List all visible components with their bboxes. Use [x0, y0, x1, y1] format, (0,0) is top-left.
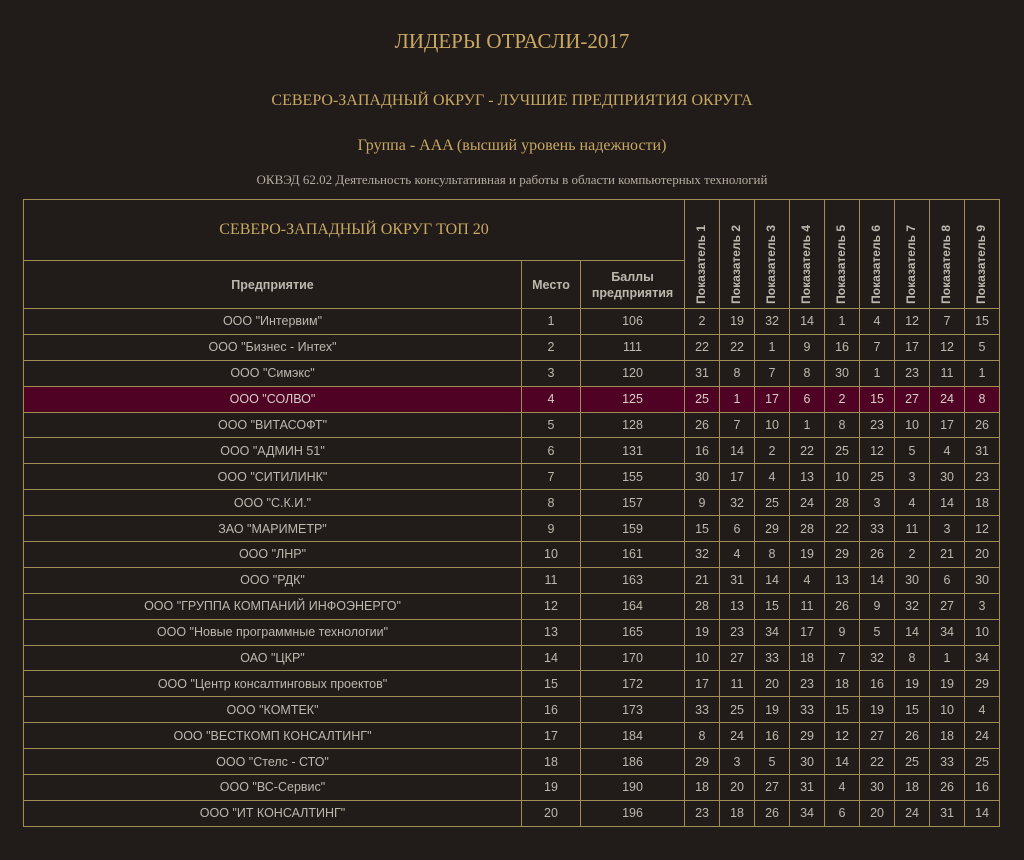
place-cell: 12 — [522, 593, 581, 619]
indicator-8-cell: 17 — [930, 412, 965, 438]
score-cell: 131 — [581, 438, 685, 464]
score-cell: 190 — [581, 775, 685, 801]
indicator-label: Показатель 8 — [939, 225, 954, 304]
company-name-cell: ООО "СОЛВО" — [24, 386, 522, 412]
score-cell: 172 — [581, 671, 685, 697]
indicator-5-cell: 13 — [825, 567, 860, 593]
indicator-7-cell: 8 — [895, 645, 930, 671]
indicator-7-cell: 18 — [895, 775, 930, 801]
indicator-label: Показатель 6 — [869, 225, 884, 304]
indicator-6-cell: 19 — [860, 697, 895, 723]
indicator-9-cell: 1 — [965, 360, 1000, 386]
place-cell: 5 — [522, 412, 581, 438]
table-row[interactable] — [24, 516, 1000, 542]
table-row[interactable] — [24, 749, 1000, 775]
place-cell: 9 — [522, 516, 581, 542]
indicator-5-cell: 7 — [825, 645, 860, 671]
table-row[interactable] — [24, 593, 1000, 619]
indicator-9-cell: 25 — [965, 749, 1000, 775]
company-name-cell: ООО "Новые программные технологии" — [24, 619, 522, 645]
indicator-4-cell: 33 — [790, 697, 825, 723]
indicator-3-cell: 32 — [755, 309, 790, 335]
score-cell: 184 — [581, 723, 685, 749]
indicator-9-cell: 24 — [965, 723, 1000, 749]
indicator-3-cell: 19 — [755, 697, 790, 723]
indicator-7-cell: 15 — [895, 697, 930, 723]
indicator-9-cell: 16 — [965, 775, 1000, 801]
table-body — [24, 309, 1000, 827]
table-row[interactable] — [24, 360, 1000, 386]
place-cell: 19 — [522, 775, 581, 801]
score-cell: 163 — [581, 567, 685, 593]
table-caption: СЕВЕРО-ЗАПАДНЫЙ ОКРУГ ТОП 20 — [24, 200, 685, 261]
indicator-2-cell: 27 — [720, 645, 755, 671]
indicator-5-cell: 15 — [825, 697, 860, 723]
company-name-cell: ООО "СИТИЛИНК" — [24, 464, 522, 490]
indicator-5-cell: 9 — [825, 619, 860, 645]
indicator-1-header[interactable] — [685, 200, 720, 309]
place-cell: 6 — [522, 438, 581, 464]
indicator-1-cell: 10 — [685, 645, 720, 671]
indicator-2-cell: 17 — [720, 464, 755, 490]
indicator-5-cell: 8 — [825, 412, 860, 438]
group-subtitle: Группа - AAA (высший уровень надежности) — [357, 137, 667, 154]
indicator-4-cell: 34 — [790, 800, 825, 826]
indicator-6-header[interactable] — [860, 200, 895, 309]
place-cell: 10 — [522, 542, 581, 568]
indicator-3-cell: 27 — [755, 775, 790, 801]
indicator-4-cell: 11 — [790, 593, 825, 619]
indicator-2-header[interactable] — [720, 200, 755, 309]
place-cell: 14 — [522, 645, 581, 671]
indicator-2-cell: 3 — [720, 749, 755, 775]
place-cell: 16 — [522, 697, 581, 723]
indicator-6-cell: 3 — [860, 490, 895, 516]
company-name-cell: ООО "ВС-Сервис" — [24, 775, 522, 801]
indicator-7-cell: 23 — [895, 360, 930, 386]
indicator-3-cell: 15 — [755, 593, 790, 619]
indicator-1-cell: 9 — [685, 490, 720, 516]
indicator-7-cell: 19 — [895, 671, 930, 697]
indicator-5-cell: 26 — [825, 593, 860, 619]
place-cell: 3 — [522, 360, 581, 386]
indicator-8-cell: 7 — [930, 309, 965, 335]
indicator-6-cell: 4 — [860, 309, 895, 335]
indicator-2-cell: 1 — [720, 386, 755, 412]
indicator-5-cell: 10 — [825, 464, 860, 490]
table-row[interactable] — [24, 412, 1000, 438]
indicator-9-header[interactable] — [965, 200, 1000, 309]
indicator-5-cell: 22 — [825, 516, 860, 542]
indicator-4-header[interactable] — [790, 200, 825, 309]
indicator-3-cell: 33 — [755, 645, 790, 671]
indicator-2-cell: 6 — [720, 516, 755, 542]
indicator-8-header[interactable] — [930, 200, 965, 309]
indicator-9-cell: 30 — [965, 567, 1000, 593]
indicator-7-cell: 17 — [895, 334, 930, 360]
indicator-7-cell: 10 — [895, 412, 930, 438]
indicator-1-cell: 19 — [685, 619, 720, 645]
okved-line: ОКВЭД 62.02 Деятельность консультативная и работы в области компьютерных технологий — [256, 172, 768, 187]
indicator-1-cell: 18 — [685, 775, 720, 801]
indicator-6-cell: 33 — [860, 516, 895, 542]
indicator-5-cell: 12 — [825, 723, 860, 749]
table-row[interactable] — [24, 800, 1000, 826]
indicator-1-cell: 26 — [685, 412, 720, 438]
score-cell: 120 — [581, 360, 685, 386]
score-cell: 196 — [581, 800, 685, 826]
indicator-9-cell: 15 — [965, 309, 1000, 335]
indicator-2-cell: 7 — [720, 412, 755, 438]
indicator-8-cell: 30 — [930, 464, 965, 490]
indicator-2-cell: 23 — [720, 619, 755, 645]
score-cell: 155 — [581, 464, 685, 490]
place-cell: 8 — [522, 490, 581, 516]
indicator-4-cell: 6 — [790, 386, 825, 412]
indicator-6-cell: 26 — [860, 542, 895, 568]
indicator-7-cell: 27 — [895, 386, 930, 412]
indicator-6-cell: 16 — [860, 671, 895, 697]
indicator-1-cell: 8 — [685, 723, 720, 749]
indicator-6-cell: 20 — [860, 800, 895, 826]
indicator-4-cell: 22 — [790, 438, 825, 464]
indicator-8-cell: 10 — [930, 697, 965, 723]
indicator-3-cell: 8 — [755, 542, 790, 568]
place-cell: 18 — [522, 749, 581, 775]
indicator-3-cell: 10 — [755, 412, 790, 438]
indicator-9-cell: 12 — [965, 516, 1000, 542]
indicator-4-cell: 8 — [790, 360, 825, 386]
indicator-3-cell: 16 — [755, 723, 790, 749]
indicator-6-cell: 12 — [860, 438, 895, 464]
indicator-7-cell: 2 — [895, 542, 930, 568]
indicator-1-cell: 31 — [685, 360, 720, 386]
page-title: ЛИДЕРЫ ОТРАСЛИ-2017 — [394, 29, 630, 53]
table-row[interactable] — [24, 775, 1000, 801]
indicator-6-cell: 5 — [860, 619, 895, 645]
score-cell: 125 — [581, 386, 685, 412]
company-column-header[interactable]: Предприятие — [24, 261, 522, 309]
indicator-8-cell: 21 — [930, 542, 965, 568]
indicator-9-cell: 14 — [965, 800, 1000, 826]
place-cell: 7 — [522, 464, 581, 490]
table-row[interactable] — [24, 464, 1000, 490]
indicator-label: Показатель 3 — [764, 225, 779, 304]
indicator-7-cell: 4 — [895, 490, 930, 516]
place-cell: 2 — [522, 334, 581, 360]
indicator-7-cell: 12 — [895, 309, 930, 335]
indicator-8-cell: 12 — [930, 334, 965, 360]
company-name-cell: ООО "ВЕСТКОМП КОНСАЛТИНГ" — [24, 723, 522, 749]
indicator-4-cell: 28 — [790, 516, 825, 542]
indicator-7-cell: 26 — [895, 723, 930, 749]
score-cell: 157 — [581, 490, 685, 516]
company-name-cell: ООО "ВИТАСОФТ" — [24, 412, 522, 438]
indicator-8-cell: 24 — [930, 386, 965, 412]
indicator-2-cell: 11 — [720, 671, 755, 697]
indicator-8-cell: 18 — [930, 723, 965, 749]
table-row[interactable] — [24, 386, 1000, 412]
indicator-3-cell: 5 — [755, 749, 790, 775]
score-cell: 106 — [581, 309, 685, 335]
table-row[interactable] — [24, 697, 1000, 723]
indicator-4-cell: 24 — [790, 490, 825, 516]
indicator-8-cell: 19 — [930, 671, 965, 697]
indicator-1-cell: 30 — [685, 464, 720, 490]
indicator-3-header[interactable] — [755, 200, 790, 309]
indicator-3-cell: 14 — [755, 567, 790, 593]
indicator-1-cell: 2 — [685, 309, 720, 335]
table-row[interactable] — [24, 542, 1000, 568]
company-name-cell: ООО "Центр консалтинговых проектов" — [24, 671, 522, 697]
company-name-cell: ООО "ИТ КОНСАЛТИНГ" — [24, 800, 522, 826]
indicator-6-cell: 15 — [860, 386, 895, 412]
table-row[interactable] — [24, 645, 1000, 671]
indicator-9-cell: 18 — [965, 490, 1000, 516]
score-cell: 170 — [581, 645, 685, 671]
indicator-6-cell: 9 — [860, 593, 895, 619]
indicator-4-cell: 1 — [790, 412, 825, 438]
place-cell: 13 — [522, 619, 581, 645]
indicator-label: Показатель 7 — [904, 225, 919, 304]
table-row[interactable] — [24, 438, 1000, 464]
indicator-8-cell: 6 — [930, 567, 965, 593]
indicator-7-cell: 25 — [895, 749, 930, 775]
indicator-9-cell: 20 — [965, 542, 1000, 568]
indicator-7-cell: 14 — [895, 619, 930, 645]
indicator-5-cell: 2 — [825, 386, 860, 412]
company-name-cell: ООО "ГРУППА КОМПАНИЙ ИНФОЭНЕРГО" — [24, 593, 522, 619]
company-name-cell: ООО "С.К.И." — [24, 490, 522, 516]
table-row[interactable] — [24, 334, 1000, 360]
score-cell: 165 — [581, 619, 685, 645]
indicator-8-cell: 34 — [930, 619, 965, 645]
indicator-9-cell: 26 — [965, 412, 1000, 438]
indicator-5-cell: 25 — [825, 438, 860, 464]
indicator-5-header[interactable] — [825, 200, 860, 309]
company-name-cell: ООО "ЛНР" — [24, 542, 522, 568]
table-row[interactable] — [24, 490, 1000, 516]
indicator-4-cell: 14 — [790, 309, 825, 335]
company-name-cell: ООО "Интервим" — [24, 309, 522, 335]
indicator-label: Показатель 2 — [729, 225, 744, 304]
score-cell: 173 — [581, 697, 685, 723]
indicator-4-cell: 13 — [790, 464, 825, 490]
indicator-7-cell: 11 — [895, 516, 930, 542]
company-name-cell: ООО "Стелс - СТО" — [24, 749, 522, 775]
score-column-header[interactable]: Баллы предприятия — [581, 261, 685, 309]
ranking-table — [23, 199, 1000, 827]
indicator-8-cell: 11 — [930, 360, 965, 386]
indicator-8-cell: 26 — [930, 775, 965, 801]
table-row[interactable] — [24, 567, 1000, 593]
indicator-7-cell: 30 — [895, 567, 930, 593]
indicator-3-cell: 7 — [755, 360, 790, 386]
indicator-4-cell: 18 — [790, 645, 825, 671]
indicator-7-cell: 3 — [895, 464, 930, 490]
company-name-cell: ЗАО "МАРИМЕТР" — [24, 516, 522, 542]
indicator-3-cell: 2 — [755, 438, 790, 464]
indicator-9-cell: 4 — [965, 697, 1000, 723]
indicator-6-cell: 22 — [860, 749, 895, 775]
score-cell: 164 — [581, 593, 685, 619]
indicator-2-cell: 8 — [720, 360, 755, 386]
indicator-2-cell: 20 — [720, 775, 755, 801]
company-name-cell: ООО "РДК" — [24, 567, 522, 593]
indicator-2-cell: 14 — [720, 438, 755, 464]
indicator-2-cell: 24 — [720, 723, 755, 749]
indicator-label: Показатель 4 — [799, 225, 814, 304]
indicator-8-cell: 4 — [930, 438, 965, 464]
indicator-2-cell: 32 — [720, 490, 755, 516]
indicator-label: Показатель 5 — [834, 225, 849, 304]
indicator-4-cell: 23 — [790, 671, 825, 697]
indicator-2-cell: 18 — [720, 800, 755, 826]
indicator-9-cell: 10 — [965, 619, 1000, 645]
indicator-6-cell: 23 — [860, 412, 895, 438]
indicator-4-cell: 17 — [790, 619, 825, 645]
indicator-6-cell: 14 — [860, 567, 895, 593]
indicator-8-cell: 3 — [930, 516, 965, 542]
region-subtitle: СЕВЕРО-ЗАПАДНЫЙ ОКРУГ - ЛУЧШИЕ ПРЕДПРИЯТИЯ ОКРУГА — [271, 92, 753, 109]
place-cell: 20 — [522, 800, 581, 826]
indicator-6-cell: 30 — [860, 775, 895, 801]
place-cell: 11 — [522, 567, 581, 593]
indicator-3-cell: 17 — [755, 386, 790, 412]
score-cell: 159 — [581, 516, 685, 542]
indicator-6-cell: 25 — [860, 464, 895, 490]
place-cell: 1 — [522, 309, 581, 335]
indicator-3-cell: 4 — [755, 464, 790, 490]
indicator-2-cell: 25 — [720, 697, 755, 723]
indicator-5-cell: 4 — [825, 775, 860, 801]
score-cell: 161 — [581, 542, 685, 568]
indicator-1-cell: 29 — [685, 749, 720, 775]
indicator-1-cell: 33 — [685, 697, 720, 723]
indicator-9-cell: 34 — [965, 645, 1000, 671]
indicator-4-cell: 31 — [790, 775, 825, 801]
indicator-4-cell: 19 — [790, 542, 825, 568]
indicator-9-cell: 23 — [965, 464, 1000, 490]
indicator-5-cell: 14 — [825, 749, 860, 775]
indicator-6-cell: 32 — [860, 645, 895, 671]
indicator-1-cell: 32 — [685, 542, 720, 568]
indicator-3-cell: 1 — [755, 334, 790, 360]
indicator-1-cell: 22 — [685, 334, 720, 360]
indicator-1-cell: 28 — [685, 593, 720, 619]
indicator-label: Показатель 1 — [694, 225, 709, 304]
indicator-2-cell: 31 — [720, 567, 755, 593]
indicator-6-cell: 1 — [860, 360, 895, 386]
indicator-8-cell: 33 — [930, 749, 965, 775]
indicator-5-cell: 18 — [825, 671, 860, 697]
indicator-5-cell: 30 — [825, 360, 860, 386]
score-cell: 186 — [581, 749, 685, 775]
indicator-2-cell: 22 — [720, 334, 755, 360]
indicator-label: Показатель 9 — [974, 225, 989, 304]
place-column-header[interactable]: Место — [522, 261, 581, 309]
score-cell: 111 — [581, 334, 685, 360]
company-name-cell: ООО "Бизнес - Интех" — [24, 334, 522, 360]
indicator-3-cell: 25 — [755, 490, 790, 516]
indicator-2-cell: 13 — [720, 593, 755, 619]
company-name-cell: ОАО "ЦКР" — [24, 645, 522, 671]
table-row[interactable] — [24, 723, 1000, 749]
indicator-3-cell: 29 — [755, 516, 790, 542]
indicator-1-cell: 16 — [685, 438, 720, 464]
indicator-9-cell: 31 — [965, 438, 1000, 464]
indicator-9-cell: 29 — [965, 671, 1000, 697]
indicator-6-cell: 27 — [860, 723, 895, 749]
indicator-5-cell: 6 — [825, 800, 860, 826]
indicator-8-cell: 14 — [930, 490, 965, 516]
indicator-5-cell: 1 — [825, 309, 860, 335]
indicator-5-cell: 29 — [825, 542, 860, 568]
score-cell: 128 — [581, 412, 685, 438]
indicator-1-cell: 25 — [685, 386, 720, 412]
indicator-8-cell: 31 — [930, 800, 965, 826]
indicator-9-cell: 3 — [965, 593, 1000, 619]
indicator-6-cell: 7 — [860, 334, 895, 360]
indicator-2-cell: 4 — [720, 542, 755, 568]
indicator-3-cell: 20 — [755, 671, 790, 697]
place-cell: 17 — [522, 723, 581, 749]
indicator-1-cell: 21 — [685, 567, 720, 593]
place-cell: 4 — [522, 386, 581, 412]
indicator-4-cell: 9 — [790, 334, 825, 360]
indicator-3-cell: 34 — [755, 619, 790, 645]
indicator-9-cell: 8 — [965, 386, 1000, 412]
indicator-3-cell: 26 — [755, 800, 790, 826]
table-row[interactable] — [24, 619, 1000, 645]
indicator-7-header[interactable] — [895, 200, 930, 309]
indicator-1-cell: 23 — [685, 800, 720, 826]
table-row[interactable] — [24, 671, 1000, 697]
indicator-4-cell: 4 — [790, 567, 825, 593]
company-name-cell: ООО "Симэкс" — [24, 360, 522, 386]
indicator-1-cell: 15 — [685, 516, 720, 542]
indicator-7-cell: 32 — [895, 593, 930, 619]
company-name-cell: ООО "АДМИН 51" — [24, 438, 522, 464]
indicator-4-cell: 30 — [790, 749, 825, 775]
table-row[interactable] — [24, 309, 1000, 335]
indicator-8-cell: 1 — [930, 645, 965, 671]
indicator-8-cell: 27 — [930, 593, 965, 619]
indicator-7-cell: 5 — [895, 438, 930, 464]
indicator-9-cell: 5 — [965, 334, 1000, 360]
indicator-5-cell: 28 — [825, 490, 860, 516]
company-name-cell: ООО "КОМТЕК" — [24, 697, 522, 723]
indicator-4-cell: 29 — [790, 723, 825, 749]
indicator-7-cell: 24 — [895, 800, 930, 826]
indicator-1-cell: 17 — [685, 671, 720, 697]
indicator-5-cell: 16 — [825, 334, 860, 360]
indicator-2-cell: 19 — [720, 309, 755, 335]
place-cell: 15 — [522, 671, 581, 697]
